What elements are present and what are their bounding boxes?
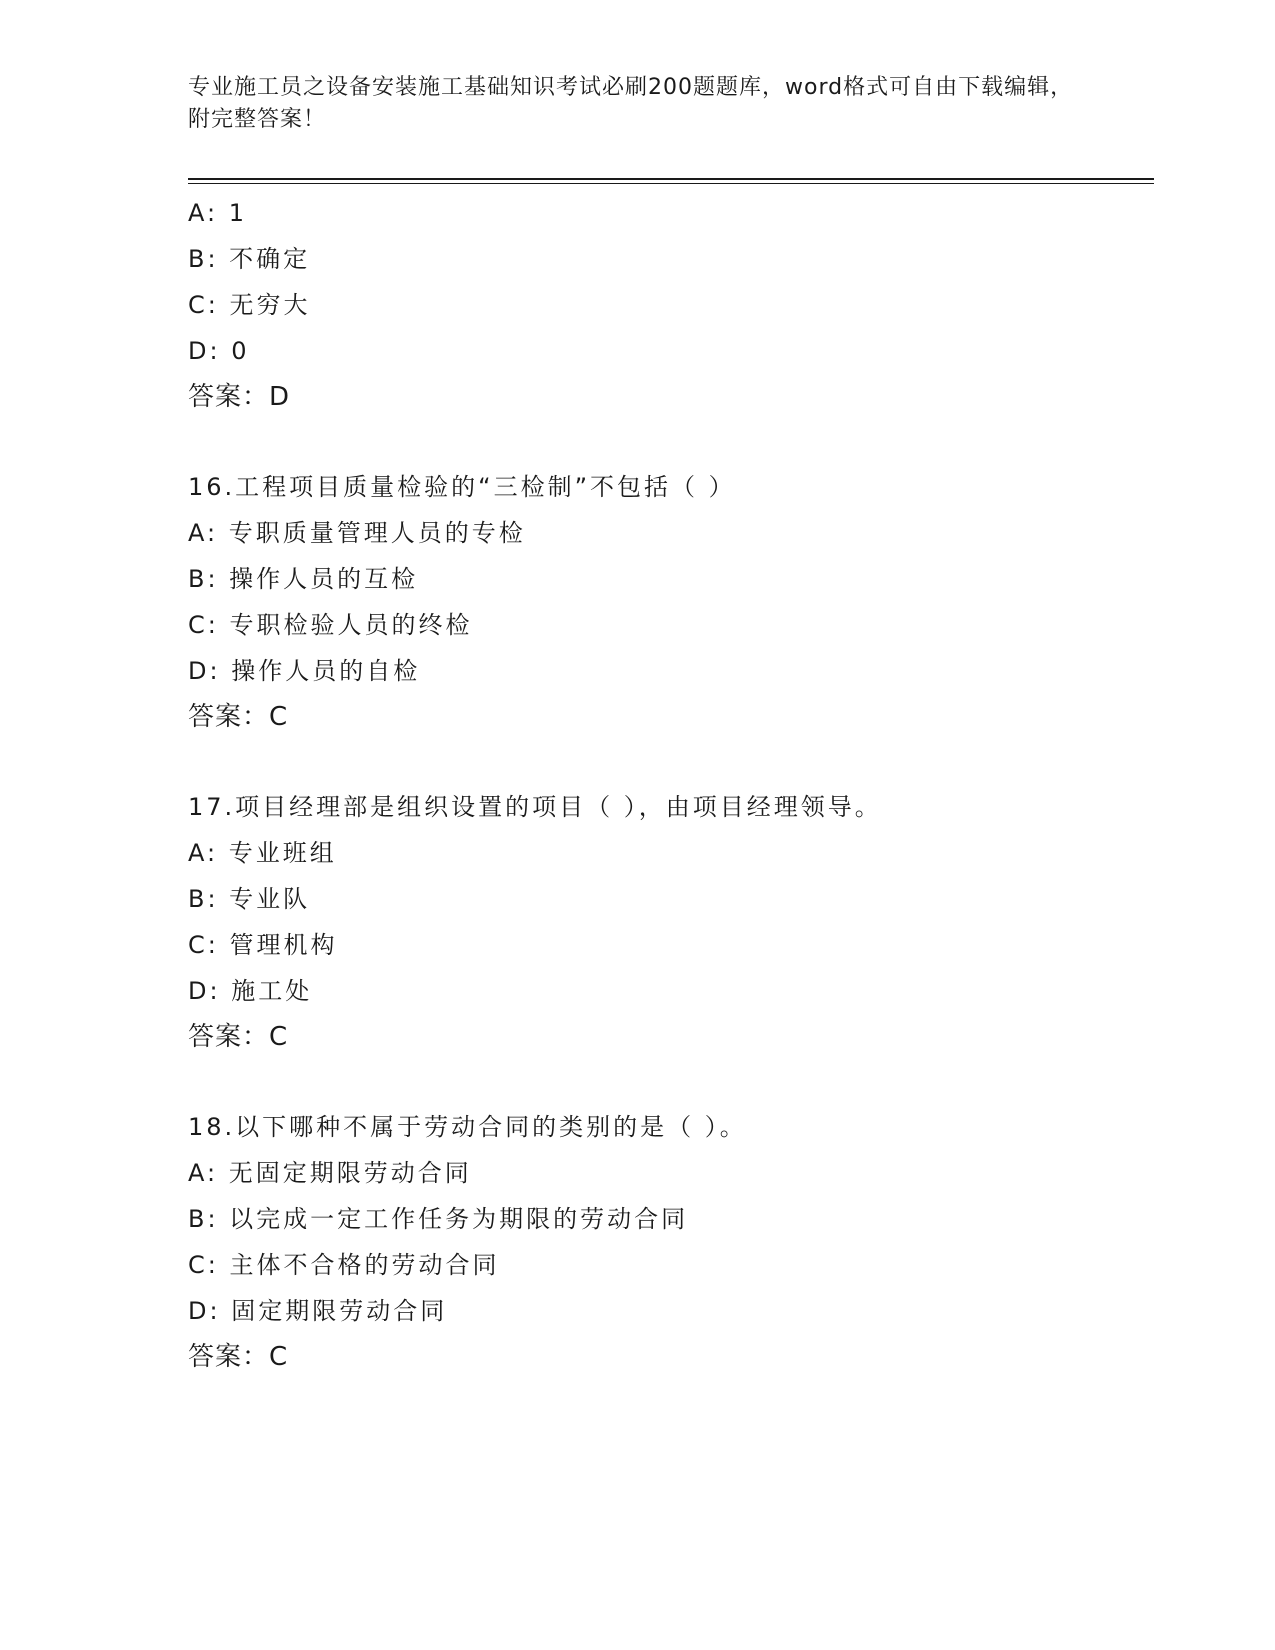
question-15-option-d: D: 0 [188, 337, 250, 365]
document-title: 专业施工员之设备安装施工基础知识考试必刷200题题库，word格式可自由下载编辑，附完整答案！ [188, 75, 1074, 132]
question-17-option-c: C: 管理机构 [188, 931, 338, 959]
question-17-option-b: B: 专业队 [188, 885, 311, 913]
question-18-title: 18.以下哪种不属于劳动合同的类别的是（ ）。 [188, 1113, 747, 1141]
question-16-option-b: B: 操作人员的互检 [188, 565, 419, 593]
question-15-option-b: B: 不确定 [188, 245, 311, 273]
question-17-title: 17.项目经理部是组织设置的项目（ ），由项目经理领导。 [188, 793, 882, 821]
question-list [188, 190, 1148, 1380]
question-18-option-d: D: 固定期限劳动合同 [188, 1297, 448, 1325]
question-17-option-d: D: 施工处 [188, 977, 313, 1005]
question-18-option-b: B: 以完成一定工作任务为期限的劳动合同 [188, 1205, 689, 1233]
header-divider-thin [188, 183, 1154, 184]
question-18-option-a: A: 无固定期限劳动合同 [188, 1159, 472, 1187]
question-16-option-d: D: 操作人员的自检 [188, 657, 421, 685]
question-16-option-a: A: 专职质量管理人员的专检 [188, 519, 526, 547]
question-15-option-a: A: 1 [188, 199, 247, 227]
question-17-block [188, 784, 1148, 1060]
question-16-block [188, 464, 1148, 740]
question-15-option-c: C: 无穷大 [188, 291, 311, 319]
question-16-answer: 答案：C [188, 702, 289, 732]
question-15-answer: 答案：D [188, 382, 291, 412]
question-17-option-a: A: 专业班组 [188, 839, 337, 867]
question-18-option-c: C: 主体不合格的劳动合同 [188, 1251, 500, 1279]
question-15-block [188, 190, 1148, 420]
header-divider-thick [188, 178, 1154, 180]
question-16-option-c: C: 专职检验人员的终检 [188, 611, 473, 639]
question-18-block [188, 1104, 1148, 1380]
question-17-answer: 答案：C [188, 1022, 289, 1052]
question-16-title: 16.工程项目质量检验的“三检制”不包括（ ） [188, 473, 736, 501]
question-18-answer: 答案：C [188, 1342, 289, 1372]
